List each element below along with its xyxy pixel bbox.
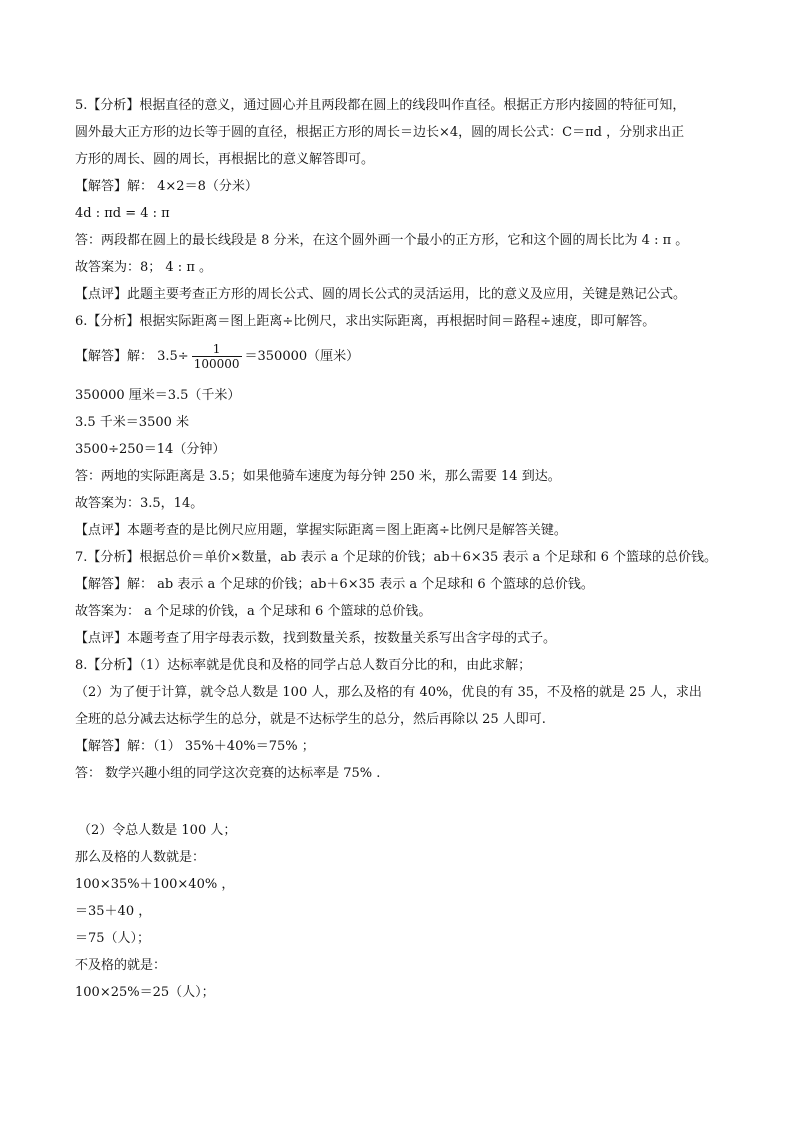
q5-analysis-line-3: 方形的周长、圆的周长，再根据比的意义解答即可。 [75, 152, 375, 167]
q7-analysis: 7.【分析】根据总价＝单价×数量，ab 表示 a 个足球的价钱；ab＋6×35 表示 a 个足球和 6 个篮球的总价钱。 [75, 550, 717, 565]
q8-part-2-intro: （2）令总人数是 100 人； [78, 823, 237, 838]
q8-pass-count-label: 那么及格的人数就是： [75, 850, 206, 865]
q8-answer-1-conclusion: 答： 数学兴趣小组的同学这次竞赛的达标率是 75% . [75, 766, 381, 781]
q7-final-answer: 故答案为： a 个足球的价钱，a 个足球和 6 个篮球的总价钱。 [75, 604, 432, 619]
q6-time-calc: 3500÷250＝14（分钟） [75, 442, 226, 457]
q6-analysis: 6.【分析】根据实际距离＝图上距离÷比例尺，求出实际距离，再根据时间＝路程÷速度，即可解答。 [75, 314, 656, 329]
q8-pass-count-calc: 100×35%＋100×40% ， [75, 877, 235, 892]
q8-analysis-3: 全班的总分减去达标学生的总分，就是不达标学生的总分，然后再除以 25 人即可. [75, 712, 546, 727]
q6-scale-fraction [192, 342, 242, 371]
q8-fail-count-label: 不及格的就是： [75, 958, 167, 973]
q6-conversion-m: 3.5 千米＝3500 米 [75, 415, 190, 430]
q6-comment: 【点评】本题考查的是比例尺应用题，掌握实际距离＝图上距离÷比例尺是解答关键。 [75, 523, 567, 538]
q6-answer-line [75, 342, 359, 372]
q6-conclusion: 答：两地的实际距离是 3.5；如果他骑车速度为每分钟 250 米，那么需要 14 到达。 [75, 469, 561, 484]
q6-final-answer: 故答案为：3.5，14。 [75, 496, 204, 511]
q6-answer-suffix: ＝350000（厘米） [244, 349, 360, 364]
q8-pass-count-result: ＝75（人）； [75, 931, 151, 946]
q8-fail-count-calc: 100×25%＝25（人）； [75, 985, 215, 1000]
fraction-numerator: 1 [192, 342, 242, 357]
q8-answer-1: 【解答】解：（1） 35%＋40%＝75% ； [75, 739, 315, 754]
q6-answer-prefix: 【解答】解： 3.5÷ [75, 349, 189, 364]
q7-answer: 【解答】解： ab 表示 a 个足球的价钱；ab＋6×35 表示 a 个足球和 6 个篮球的总价钱。 [75, 577, 594, 592]
q7-comment: 【点评】本题考查了用字母表示数，找到数量关系，按数量关系写出含字母的式子。 [75, 631, 557, 646]
q5-final-answer: 故答案为：8； 4 : π 。 [75, 260, 212, 275]
q5-answer-line: 【解答】解： 4×2＝8（分米） [75, 179, 258, 194]
q5-comment: 【点评】此题主要考查正方形的周长公式、圆的周长公式的灵活运用，比的意义及应用，关键是熟记公式。 [75, 287, 687, 302]
q5-ratio-line: 4d : πd = 4 : π [75, 206, 170, 221]
fraction-denominator: 100000 [193, 357, 240, 371]
q8-pass-count-step: ＝35＋40 ， [75, 904, 152, 919]
q5-analysis-line-2: 圆外最大正方形的边长等于圆的直径，根据正方形的周长＝边长×4，圆的周长公式：C＝πd ，分别求出正 [75, 125, 685, 140]
q5-analysis-line-1: 5.【分析】根据直径的意义，通过圆心并且两段都在圆上的线段叫作直径。根据正方形内接圆的特征可知， [75, 98, 686, 113]
q8-analysis-1: 8.【分析】（1）达标率就是优良和及格的同学占总人数百分比的和，由此求解； [75, 658, 532, 673]
q5-conclusion-line: 答：两段都在圆上的最长线段是 8 分米，在这个圆外画一个最小的正方形，它和这个圆的周长比为 4 : π 。 [75, 233, 689, 248]
q8-analysis-2: （2）为了便于计算，就令总人数是 100 人，那么及格的有 40%，优良的有 35，不及格的就是 25 人，求出 [75, 685, 702, 700]
q6-conversion-km: 350000 厘米＝3.5（千米） [75, 388, 241, 403]
